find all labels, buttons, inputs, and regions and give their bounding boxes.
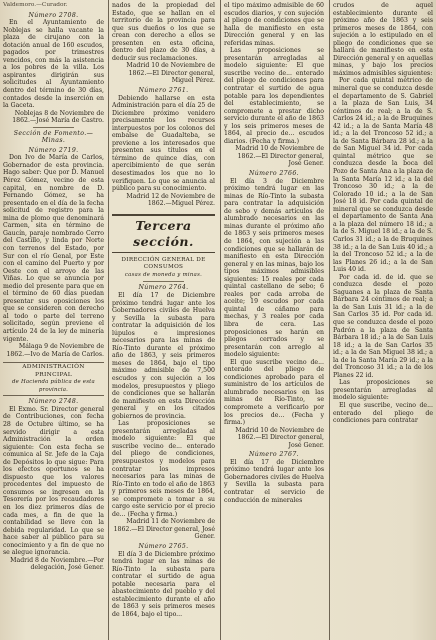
notice-number: Número 2748. [28, 398, 79, 406]
notice-paragraph: el tipo máximo admisible de 60 escudos diarios, y con sujeción al pliego de condiciones que se halla de manifiesto en esta Dirección general y en las referidas minas. [224, 2, 324, 47]
column-4 [333, 2, 433, 638]
notice-paragraph: Las proposiciones se presentarán arregladas al modelo siguiente: [333, 379, 433, 402]
notice-paragraph: En el Ayuntamiento de Noblejas se halla vacante la plaza de cirujano con la dotación anual de 160 escudos, pagados por trimestres vencidos, con más la asistencia a los pobres de la villa. Los aspirantes dirigirán sus solicitudes al Ayuntamiento dentro del término de 30 días, contados desde la inserción en la Gaceta. [3, 19, 104, 110]
directorate-heading [112, 257, 215, 280]
section-label: Sección de Fomento.—Minas. [13, 129, 94, 145]
notice-signature: Madrid 12 de Noviembre de 1862.—Miguel Pérez. [126, 192, 215, 208]
notice-number: Número 2766. [248, 170, 300, 178]
header-line: Valdemoro.—Curador. [3, 2, 68, 8]
administration-title: ADMINISTRACIÓN PRINCIPAL [22, 364, 85, 378]
notice-paragraph: Por cada quintal métrico de mineral que se conduzca desde el departamento de S. Gabriel a la plaza de San Luis, 34 céntimos de real; a la de S. Carlos 24 id.; a la de Bruquines 42 id.; a la de Santa María 48 id.; a la del Troncoso 52 id.; a la de Santa Bárbara 28 id.; a la de San Miguel 34 id. Por cada quintal métrico que se conduzca desde la boca del Pozo de Santa Ana a la plaza de la Santa María 12 id.; a la del Troncoso 30 id.; a la de Colorado 10 id.; a la de San José 18 id. Por cada quintal de mineral que se conduzca desde el departamento de Santa Ana a la plaza del número 18 id.; a la de S. Miguel 18 id.; a la de S. Carlos 31 id.; a la de Bruquines 38 id.; a la de San Luis 40 id.; a la del Troncoso 52 id.; a la de las Planes 26 id.; a la de San Luis 40 id. [333, 77, 433, 274]
column-2 [112, 2, 215, 638]
notice-number: Número 2764. [138, 284, 189, 292]
column-rule [329, 0, 330, 640]
notice-number: Número 2719. [28, 146, 79, 154]
notice-signature: Madrid 11 de Noviembre de 1862.—El Director general, José Gener. [113, 518, 215, 541]
section-heading: Tercera sección. [112, 214, 215, 253]
column-rule [220, 0, 221, 640]
notice-paragraph: Las proposiciones se presentarán arregladas al modelo siguiente: El que suscribe vecino de... enterado del pliego de condiciones, presupuestos y modelos para contratar los impresos necesarios para las minas de Río-Tinto en todo el año de 1863 y primeros seis meses de 1864, se compromete a tomar a su cargo este servicio por el precio de... (Fecha y firma.) [112, 420, 215, 518]
notice-paragraph: Debiendo hallarse en esta Administración para el día 25 de Diciembre próximo venidero precisamente los recursos interpuestos por los colonos del embalse de Guadalteba, se previene a los interesados que presenten sus títulos en el término de quince días, con apercibimiento de que serán desestimados los que no lo verifiquen. Lo que se anuncia al público para su conocimiento. [112, 94, 215, 193]
notice-paragraph: El que suscribe, vecino de... enterado del pliego de condiciones para contratar [333, 401, 433, 425]
notice-signature: Madrid 10 de Noviembre de 1862.—El Director general, José Gener. [235, 426, 324, 449]
directorate-subtitle: casas de moneda y minas. [124, 271, 203, 278]
notice-number: Número 2708. [28, 11, 79, 19]
directorate-title: DIRECCIÓN GENERAL DE CONSUMOS [121, 256, 206, 271]
notice-paragraph: El día 3 de Diciembre próximo tendrá lugar en las minas de Río-Tinto la subasta para contratar la adquisición de sebo y demás artículos de alumbrado necesarios en las minas durante el próximo año de 1863 y seis primeros meses de 1864, con sujeción a las condiciones que se hallarán de manifiesto en esta Dirección general y en las minas, bajo los tipos máximos admisibles siguientes: 15 reales por cada quintal castellano de sebo; 6 reales por cada arroba de aceite; 19 escudos por cada quintal de cáñamo para mechas, y 3 reales por cada libra de cera. Las proposiciones se harán en pliegos cerrados y se presentarán con arreglo al modelo siguiente: [224, 177, 324, 359]
notice-signature: Madrid 10 de Noviembre de 1862.—El Director general, José Gener. [235, 145, 324, 168]
separator [143, 281, 184, 282]
notice-paragraph: El día 17 de Diciembre próximo tendrá lugar ante los Gobernadores civiles de Huelva y Sevilla la subasta para contratar la adquisición de los lúpulos e impresiones necesarios para las minas de Río-Tinto durante el próximo año de 1863, y seis primeros meses de 1864, bajo el tipo máximo admisible de 7,500 escudos y con sujeción a los modelos, presupuestos y pliego de condiciones que se hallarán de manifiesto en esta Dirección general y en los citados gobiernos de provincia. [112, 291, 215, 420]
notice-number: Número 2765. [138, 543, 189, 550]
notice-signature: Madrid 8 de Noviembre.—Por delegación, José Gener. [10, 556, 104, 572]
notice-paragraph: El Exmo. Sr. Director general de Contribuciones, con fecha 28 de Octubre último, se ha servido dirigir a esta Administración la orden siguiente: Con esta fecha se comunica al Sr. Jefe de la Caja de Depósitos lo que sigue: Para los efectos oportunos se ha dispuesto que los valores procedentes del impuesto de consumos se ingresen en la Tesorería por los recaudadores en los diez primeros días de cada mes, a fin de que la contabilidad se lleve con la debida regularidad. Lo que se hace saber al público para su conocimiento y a fin de que no se alegue ignorancia. [3, 405, 104, 557]
notice-paragraph: El día 3 de Diciembre próximo tendrá lugar en las minas de Río-Tinto la subasta para contratar el surtido de agua potable necesaria para el abastecimiento del pueblo y del establecimiento durante el año de 1863 y seis primeros meses de 1864, bajo el tipo... [112, 550, 215, 618]
notice-paragraph: Por cada id. de id. que se conduzca desde el pozo Saguanes a la plaza de Santa Bárbara 24 céntimos de real; a la de San Luis 31 id.; a la de San Carlos 35 id. Por cada id. que se conduzca desde el pozo Padrón a la plaza de Santa Bárbara 18 id.; a la de San Luis 18 id.; a la de San Carlos 35 id.; a la de San Miguel 38 id.; a la de la Santa María 29 id.; a la del Troncoso 31 id.; a la de los Planes 22 id. [333, 273, 433, 379]
notice-signature: Noblejas 8 de Noviembre de 1862.—José María de Castro. [12, 109, 104, 125]
column-1 [3, 2, 104, 638]
notice-paragraph: Las proposiciones se presentarán arregladas al modelo siguiente: El que suscribe vecino de... enterado del pliego de condiciones para contratar el surtido de agua potable para los dependientes del establecimiento, se compromete a prestar dicho servicio durante el año de 1863 y los seis primeros meses de 1864, al precio de... escudos diarios. (Fecha y firma.) [224, 47, 324, 145]
notice-signature: Madrid 10 de Noviembre de 1862.—El Director general, Miguel Pérez. [126, 62, 215, 85]
notice-signature: Málaga 9 de Noviembre de 1862.—Ivo de María de Carlos. [6, 343, 104, 358]
administration-subtitle: de Hacienda pública de esta provincia. [12, 379, 95, 393]
notice-paragraph: Don Ivo de María de Carlos, Gobernador de esta provincia. Hago saber: Que por D. Manuel Pérez Gómez, vecino de esta capital, en nombre de D. Fernando Gómez, se ha presentado en el día de la fecha solicitud de registro para la mina de plomo que denominará Carmen, sita en término de Gaucín, paraje nombrado Cerro del Castillo, y linda por Norte con terrenos del Estado, por Sur con el río Genal, por Este con el camino del Puerto y por Oeste con el arroyo de las Viñas. Lo que se anuncia por medio del presente para que en el término de 60 días puedan presentar sus oposiciones los que se consideren con derecho al todo o parte del terreno solicitado, según previene el artículo 24 de la ley de minería vigente. [3, 154, 104, 343]
separator [33, 127, 73, 128]
notice-paragraph: El día 17 de Diciembre próximo tendrá lugar ante los Gobernadores civiles de Huelva y Sevilla la subasta para contratar el servicio de conducción de minerales [224, 458, 324, 504]
notice-number: Número 2767. [248, 451, 300, 459]
column-rule [108, 0, 109, 640]
notice-paragraph: El que suscribe vecino de... enterado del pliego de condiciones aprobado para el suministro de los artículos de alumbrado necesarios en las minas de Río-Tinto, se compromete a verificarlo por los precios de... (Fecha y firma.) [224, 358, 324, 427]
notice-paragraph: crudos de aquel establecimiento durante el próximo año de 1863 y seis primeros meses de 1864, con sujeción a lo estipulado en el pliego de condiciones que se hallará de manifiesto en esta Dirección general y en aquellas minas, y bajo los precios máximos admisibles siguientes: [333, 2, 433, 77]
notice-paragraph: nados de la propiedad del Estado, que se hallan en el territorio de la provincia para que sus dueños o los que se crean con derecho a ellos se presenten en esta oficina, dentro del plazo de 30 días, a deducir sus reclamaciones. [112, 2, 215, 62]
notice-number: Número 2761. [138, 87, 189, 95]
administration-heading [3, 362, 104, 396]
column-3 [224, 2, 324, 638]
